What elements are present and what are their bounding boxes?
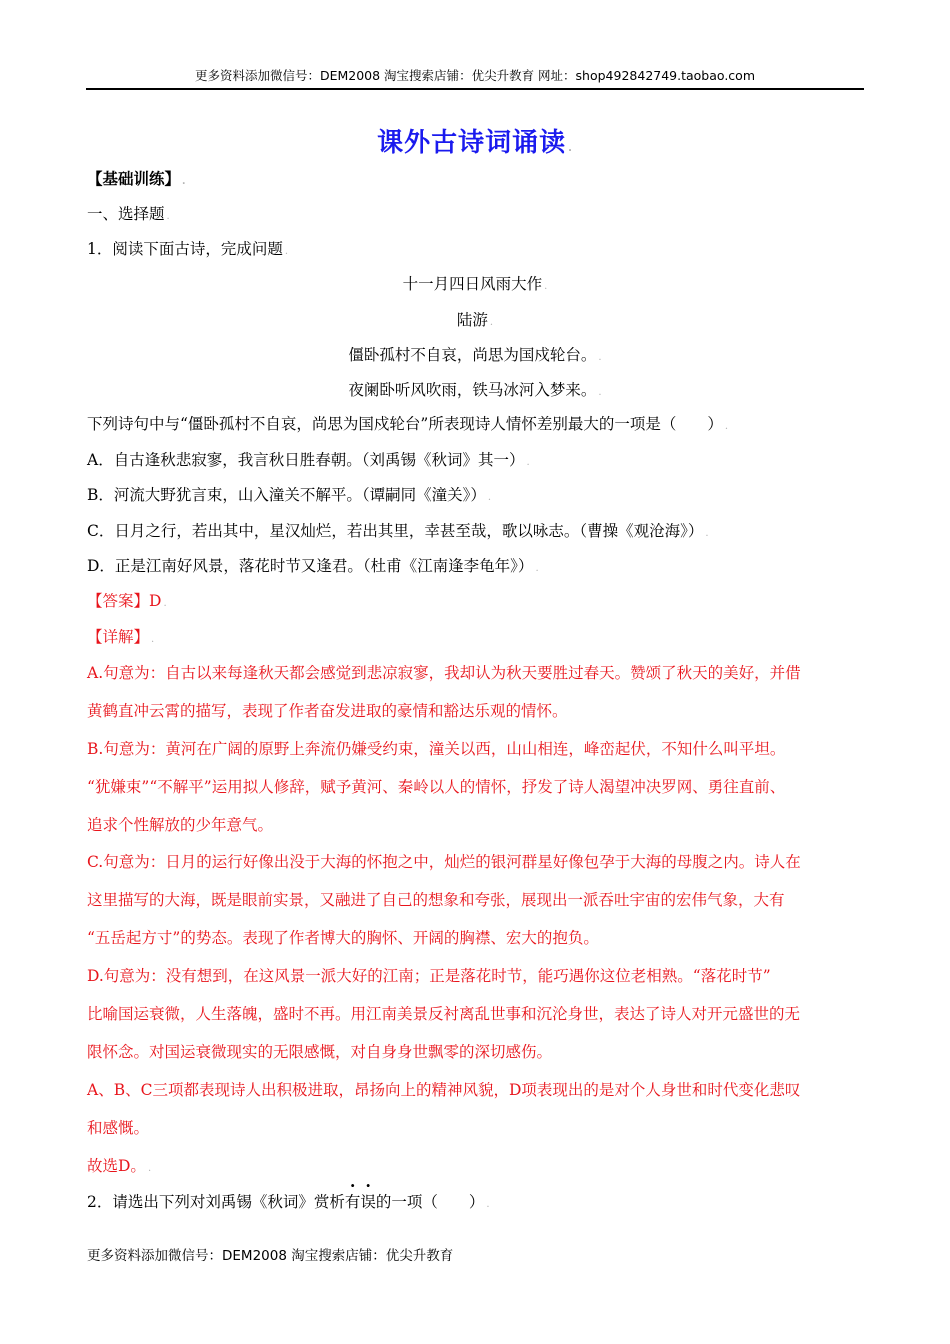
subsection-heading: 一、选择题 . bbox=[87, 205, 170, 223]
option-d: D．正是江南好风景，落花时节又逢君。（杜甫《江南逢李龟年》） . bbox=[87, 557, 539, 575]
detail-line: C.句意为：日月的运行好像出没于大海的怀抱之中，灿烂的银河群星好像包孕于大海的母腹之内。诗人在 bbox=[87, 853, 801, 871]
option-b: B．河流大野犹言束，山入潼关不解平。（谭嗣同《潼关》） . bbox=[87, 486, 492, 504]
poem-line-1: 僵卧孤村不自哀，尚思为国戍轮台。 . bbox=[348, 346, 602, 364]
detail-line: 这里描写的大海，既是眼前实景，又融进了自己的想象和夸张，展现出一派吞吐宇宙的宏伟气象，大有 bbox=[87, 891, 785, 909]
option-a: A．自古逢秋悲寂寥，我言秋日胜春朝。（刘禹锡《秋词》其一） . bbox=[87, 451, 530, 469]
question-1-stem: 1．阅读下面古诗，完成问题 . bbox=[87, 240, 289, 258]
detail-line: 和感慨。 bbox=[87, 1119, 150, 1137]
poem-line-2: 夜阑卧听风吹雨，铁马冰河入梦来。 . bbox=[348, 381, 602, 399]
document-title: 课外古诗词诵读 . bbox=[377, 128, 573, 158]
detail-line: A、B、C三项都表现诗人出积极进取，昂扬向上的精神风貌，D项表现出的是对个人身世和时代变化悲叹 bbox=[87, 1081, 801, 1099]
question-2-stem: 2．请选出下列对刘禹锡《秋词》赏析有误的一项（ ） . bbox=[87, 1193, 490, 1211]
detail-line: 比喻国运衰微，人生落魄，盛时不再。用江南美景反衬离乱世事和沉沦身世，表达了诗人对开元盛世的无 bbox=[87, 1005, 801, 1023]
detail-line: “犹嫌束”“不解平”运用拟人修辞，赋予黄河、秦岭以人的情怀，抒发了诗人渴望冲决罗网、勇往直前、 bbox=[87, 778, 786, 796]
header-text: 更多资料添加微信号：DEM2008 淘宝搜索店铺：优尖升教育 网址：shop492842749.taobao.com bbox=[194, 68, 756, 83]
detail-line: B.句意为：黄河在广阔的原野上奔流仍嫌受约束，潼关以西，山山相连，峰峦起伏，不知什么叫平坦。 bbox=[87, 740, 786, 758]
answer: 【答案】D . bbox=[87, 592, 167, 610]
detail-line: A.句意为：自古以来每逢秋天都会感觉到悲凉寂寥，我却认为秋天要胜过春天。赞颂了秋天的美好，并借 bbox=[87, 664, 801, 682]
detail-label: 【详解】 . bbox=[87, 628, 155, 646]
detail-line: D.句意为：没有想到，在这风景一派大好的江南；正是落花时节，能巧遇你这位老相熟。“落花时节” bbox=[87, 967, 771, 985]
poem-title: 十一月四日风雨大作 . bbox=[402, 275, 548, 293]
page-header bbox=[86, 66, 864, 90]
poem-author: 陆游 . bbox=[456, 311, 494, 329]
detail-line: 黄鹤直冲云霄的描写，表现了作者奋发进取的豪情和豁达乐观的情怀。 bbox=[87, 702, 568, 720]
detail-line: 限怀念。对国运衰微现实的无限感慨，对自身身世飘零的深切感伤。 bbox=[87, 1043, 553, 1061]
detail-conclusion: 故选D。 . bbox=[87, 1157, 152, 1175]
detail-line: “五岳起方寸”的势态。表现了作者博大的胸怀、开阔的胸襟、宏大的抱负。 bbox=[87, 929, 599, 947]
section-heading: 【基础训练】 . bbox=[87, 169, 186, 188]
emphasis-char: 误 bbox=[360, 1193, 376, 1211]
option-c: C．日月之行，若出其中，星汉灿烂，若出其里，幸甚至哉，歌以咏志。（曹操《观沧海》） . bbox=[87, 522, 709, 540]
detail-line: 追求个性解放的少年意气。 bbox=[87, 816, 274, 834]
emphasis-char: 有 bbox=[344, 1193, 361, 1211]
page-footer: 更多资料添加微信号：DEM2008 淘宝搜索店铺：优尖升教育 bbox=[87, 1248, 454, 1264]
question-1-text: 下列诗句中与“僵卧孤村不自哀，尚思为国戍轮台”所表现诗人情怀差别最大的一项是（ ） . bbox=[87, 415, 729, 433]
